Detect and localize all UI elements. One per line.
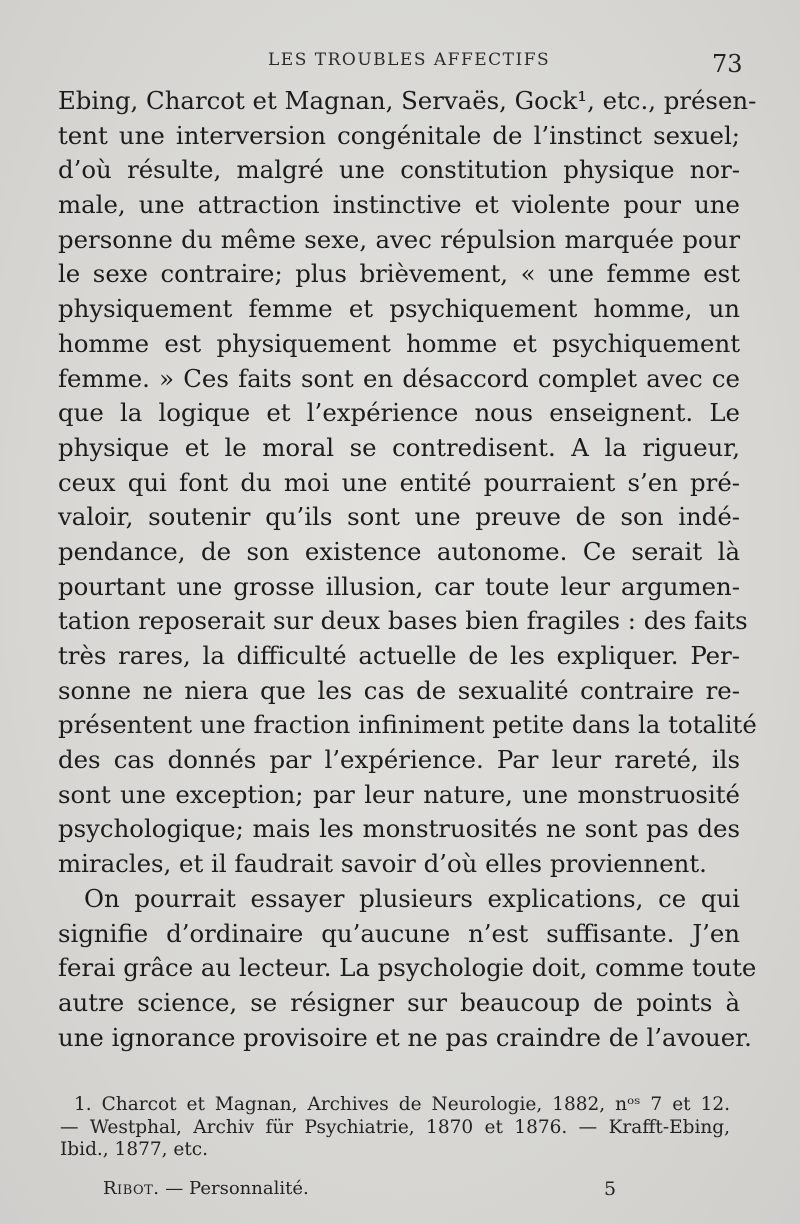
text-line: d’où résulte, malgré une constitution physique nor- xyxy=(58,155,740,185)
text-line: pendance, de son existence autonome. Ce serait là xyxy=(58,536,740,566)
text-line: ceux qui font du moi une entité pourraient s’en pré- xyxy=(58,467,740,497)
text-line: autre science, se résigner sur beaucoup de points à xyxy=(58,987,740,1017)
text-line: miracles, et il faudrait savoir d’où elles proviennent. xyxy=(58,849,707,879)
footnote-line: Ibid., 1877, etc. xyxy=(60,1139,209,1160)
signature-title: Personnalité. xyxy=(189,1178,309,1199)
text-line: sonne ne niera que les cas de sexualité contraire re- xyxy=(58,675,740,705)
printer-signature xyxy=(103,1178,309,1199)
text-line: femme. » Ces faits sont en désaccord complet avec ce xyxy=(58,363,740,393)
text-line: physiquement femme et psychiquement homme, un xyxy=(58,294,740,324)
text-line: male, une attraction instinctive et violente pour une xyxy=(58,190,740,220)
text-line: homme est physiquement homme et psychiquement xyxy=(58,328,740,358)
text-line: sont une exception; par leur nature, une monstruosité xyxy=(58,779,740,809)
running-title: LES TROUBLES AFFECTIFS xyxy=(268,50,551,70)
text-line: personne du même sexe, avec répulsion marquée pour xyxy=(58,224,740,254)
sheet-number: 5 xyxy=(604,1178,617,1200)
text-line: très rares, la difficulté actuelle de les expliquer. Per- xyxy=(58,641,740,670)
text-line: Ebing, Charcot et Magnan, Servaës, Gock¹, etc., présen- xyxy=(58,86,757,115)
text-line: physique et le moral se contredisent. A la rigueur, xyxy=(58,432,740,462)
text-line: tation reposerait sur deux bases bien fragiles : des faits xyxy=(58,606,748,636)
footnote-line: — Westphal, Archiv für Psychiatrie, 1870 et 1876. — Krafft-Ebing, xyxy=(60,1116,730,1138)
text-line: une ignorance provisoire et ne pas craindre de l’avouer. xyxy=(58,1022,752,1052)
text-line: le sexe contraire; plus brièvement, « une femme est xyxy=(58,259,740,289)
signature-dash: — xyxy=(165,1178,184,1199)
footnote xyxy=(60,1094,730,1162)
text-line: On pourrait essayer plusieurs explications, ce qui xyxy=(84,883,740,913)
text-line: présentent une fraction infiniment petite dans la totalité xyxy=(58,710,757,740)
text-line: ferai grâce au lecteur. La psychologie doit, comme toute xyxy=(58,953,757,983)
text-line: valoir, soutenir qu’ils sont une preuve de son indé- xyxy=(58,502,740,532)
text-line: que la logique et l’expérience nous enseignent. Le xyxy=(58,398,740,428)
text-line: tent une interversion congénitale de l’instinct sexuel; xyxy=(58,120,740,150)
page-number: 73 xyxy=(712,50,743,78)
footnote-line: 1. Charcot et Magnan, Archives de Neurologie, 1882, nᵒˢ 7 et 12. xyxy=(74,1094,730,1115)
text-line: psychologique; mais les monstruosités ne sont pas des xyxy=(58,814,740,844)
signature-author: Ribot. xyxy=(103,1178,160,1199)
text-line: signifie d’ordinaire qu’aucune n’est suffisante. J’en xyxy=(58,918,740,948)
text-line: pourtant une grosse illusion, car toute leur argumen- xyxy=(58,571,740,601)
text-line: des cas donnés par l’expérience. Par leur rareté, ils xyxy=(58,745,740,775)
body-text xyxy=(58,84,757,1055)
